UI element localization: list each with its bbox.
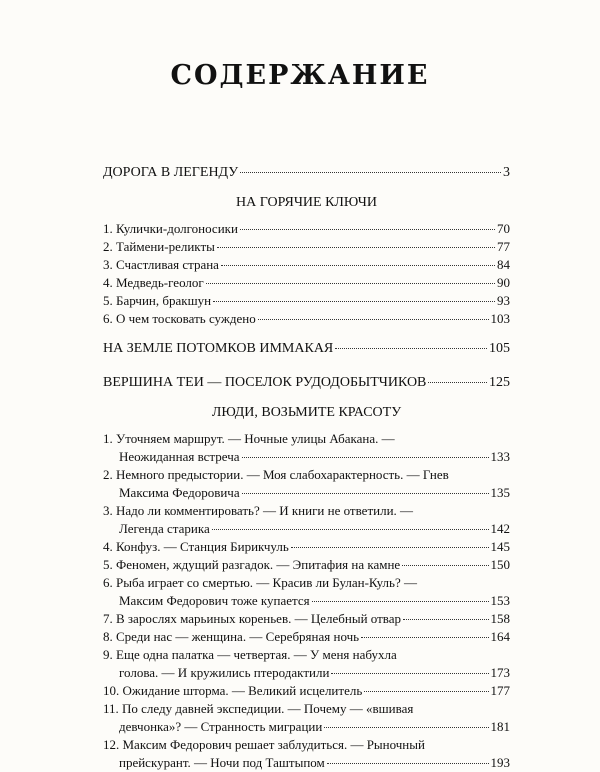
- entry-title-line: Максима Федоровича: [119, 485, 240, 500]
- entry-title: 3. Счастливая страна: [103, 257, 219, 272]
- entry-title: ДОРОГА В ЛЕГЕНДУ: [103, 165, 239, 180]
- dot-leader: [403, 619, 488, 620]
- entry-title: 1. Кулички-долгоносики: [103, 221, 238, 236]
- entry-line: [103, 538, 510, 556]
- entry-line: [103, 520, 510, 538]
- entry-page: 145: [490, 539, 510, 554]
- entry-page: 158: [490, 611, 510, 626]
- dot-leader: [402, 565, 488, 566]
- entry-page: 164: [490, 629, 510, 644]
- dot-leader: [212, 529, 489, 530]
- entry-page: 84: [497, 257, 510, 272]
- toc-entry: [103, 292, 510, 310]
- dot-leader: [242, 493, 489, 494]
- toc-entry: [103, 502, 510, 538]
- entry-line: [103, 664, 510, 682]
- toc-entry: [103, 538, 510, 556]
- entry-title-line: 10. Ожидание шторма. — Великий исцелитель: [103, 683, 363, 698]
- entry-page: 103: [490, 311, 510, 326]
- entry-line: [103, 682, 510, 700]
- entry-line: [103, 646, 510, 664]
- entry-title-line: Максим Федорович тоже купается: [119, 593, 310, 608]
- toc-entry: [103, 574, 510, 610]
- entry-page: 193: [490, 755, 510, 770]
- dot-leader: [240, 229, 495, 230]
- entry-title: ВЕРШИНА ТЕИ — ПОСЕЛОК РУДОДОБЫТЧИКОВ: [103, 375, 427, 390]
- toc-entry: [103, 466, 510, 502]
- entry-line: [103, 700, 510, 718]
- toc-entry: [103, 238, 510, 256]
- entry-page: 90: [497, 275, 510, 290]
- entry-title: 6. О чем тосковать суждено: [103, 311, 256, 326]
- toc-entry: [103, 682, 510, 700]
- section-list: [103, 430, 510, 772]
- dot-leader: [327, 763, 489, 764]
- toc-entry: [103, 310, 510, 328]
- entry-line: [103, 610, 510, 628]
- entry-title-line: голова. — И кружились птеродактили: [119, 665, 330, 680]
- entry-line: [103, 736, 510, 754]
- entry-title-line: девчонка»? — Странность миграции: [119, 719, 323, 734]
- entry-line: [103, 466, 510, 484]
- entry-title-line: 4. Конфуз. — Станция Бирикчуль: [103, 539, 289, 554]
- toc-entry: [103, 256, 510, 274]
- toc-entry: [103, 430, 510, 466]
- entry-title-line: Легенда старика: [119, 521, 210, 536]
- entry-page: 77: [497, 239, 510, 254]
- toc-entry: [103, 220, 510, 238]
- entry-line: [103, 754, 510, 772]
- dot-leader: [361, 637, 488, 638]
- entry-page: 135: [490, 485, 510, 500]
- entry-page: 3: [503, 165, 510, 180]
- entry-title-line: 2. Немного предыстории. — Моя слабохарактерность. — Гнев: [103, 467, 449, 482]
- entry-line: [103, 574, 510, 592]
- entry-title: НА ЗЕМЛЕ ПОТОМКОВ ИММАКАЯ: [103, 341, 334, 356]
- entry-line: [103, 718, 510, 736]
- dot-leader: [240, 172, 501, 173]
- entry-title: 4. Медведь-геолог: [103, 275, 204, 290]
- page-title: СОДЕРЖАНИЕ: [170, 60, 430, 91]
- entry-title-line: 11. По следу давней экспедиции. — Почему — «вшивая: [103, 701, 414, 716]
- dot-leader: [206, 283, 495, 284]
- entry-line: [103, 484, 510, 502]
- entry-title-line: 6. Рыба играет со смертью. — Красив ли Булан-Куль? —: [103, 575, 417, 590]
- entry-page: 133: [490, 449, 510, 464]
- dot-leader: [331, 673, 488, 674]
- toc-entry: [103, 628, 510, 646]
- entry-title-line: прейскурант. — Ночи под Таштыпом: [119, 755, 325, 770]
- entry-title-line: Неожиданная встреча: [119, 449, 240, 464]
- entry-title-line: 8. Среди нас — женщина. — Серебряная ночь: [103, 629, 360, 644]
- entry-title-line: 3. Надо ли комментировать? — И книги не ответили. —: [103, 503, 414, 518]
- toc-entry-main: [103, 164, 510, 182]
- dot-leader: [324, 727, 488, 728]
- entry-title-line: 5. Феномен, ждущий разгадок. — Эпитафия на камне: [103, 557, 401, 572]
- entry-page: 70: [497, 221, 510, 236]
- toc-entry: [103, 556, 510, 574]
- toc-entry-main: [103, 374, 510, 392]
- dot-leader: [258, 319, 489, 320]
- table-of-contents: [103, 162, 510, 772]
- dot-leader: [428, 382, 487, 383]
- dot-leader: [213, 301, 495, 302]
- entry-page: 125: [489, 375, 510, 390]
- toc-entry: [103, 736, 510, 772]
- dot-leader: [217, 247, 495, 248]
- dot-leader: [364, 691, 488, 692]
- entry-title: 5. Барчин, бракшун: [103, 293, 212, 308]
- section-list: [103, 220, 510, 328]
- toc-entry-main: [103, 340, 510, 358]
- entry-title-line: 12. Максим Федорович решает заблудиться. — Рыночный: [103, 737, 425, 752]
- dot-leader: [242, 457, 489, 458]
- toc-entry: [103, 274, 510, 292]
- entry-line: [103, 628, 510, 646]
- entry-line: [103, 556, 510, 574]
- entry-page: 142: [490, 521, 510, 536]
- dot-leader: [335, 348, 487, 349]
- dot-leader: [221, 265, 495, 266]
- entry-line: [103, 430, 510, 448]
- entry-page: 181: [490, 719, 510, 734]
- toc-entry: [103, 700, 510, 736]
- toc-entry: [103, 610, 510, 628]
- entry-page: 153: [490, 593, 510, 608]
- section-heading: НА ГОРЯЧИЕ КЛЮЧИ: [236, 195, 377, 210]
- toc-entry: [103, 646, 510, 682]
- entry-title: 2. Таймени-реликты: [103, 239, 215, 254]
- section-heading: ЛЮДИ, ВОЗЬМИТЕ КРАСОТУ: [211, 405, 402, 420]
- entry-page: 150: [490, 557, 510, 572]
- entry-page: 173: [490, 665, 510, 680]
- entry-line: [103, 592, 510, 610]
- entry-page: 177: [490, 683, 510, 698]
- dot-leader: [312, 601, 489, 602]
- entry-title-line: 9. Еще одна палатка — четвертая. — У меня набухла: [103, 647, 397, 662]
- entry-title-line: 7. В зарослях марьиных кореньев. — Целебный отвар: [103, 611, 402, 626]
- entry-page: 93: [497, 293, 510, 308]
- entry-line: [103, 448, 510, 466]
- dot-leader: [291, 547, 489, 548]
- entry-line: [103, 502, 510, 520]
- entry-page: 105: [489, 341, 510, 356]
- entry-title-line: 1. Уточняем маршрут. — Ночные улицы Абакана. —: [103, 431, 395, 446]
